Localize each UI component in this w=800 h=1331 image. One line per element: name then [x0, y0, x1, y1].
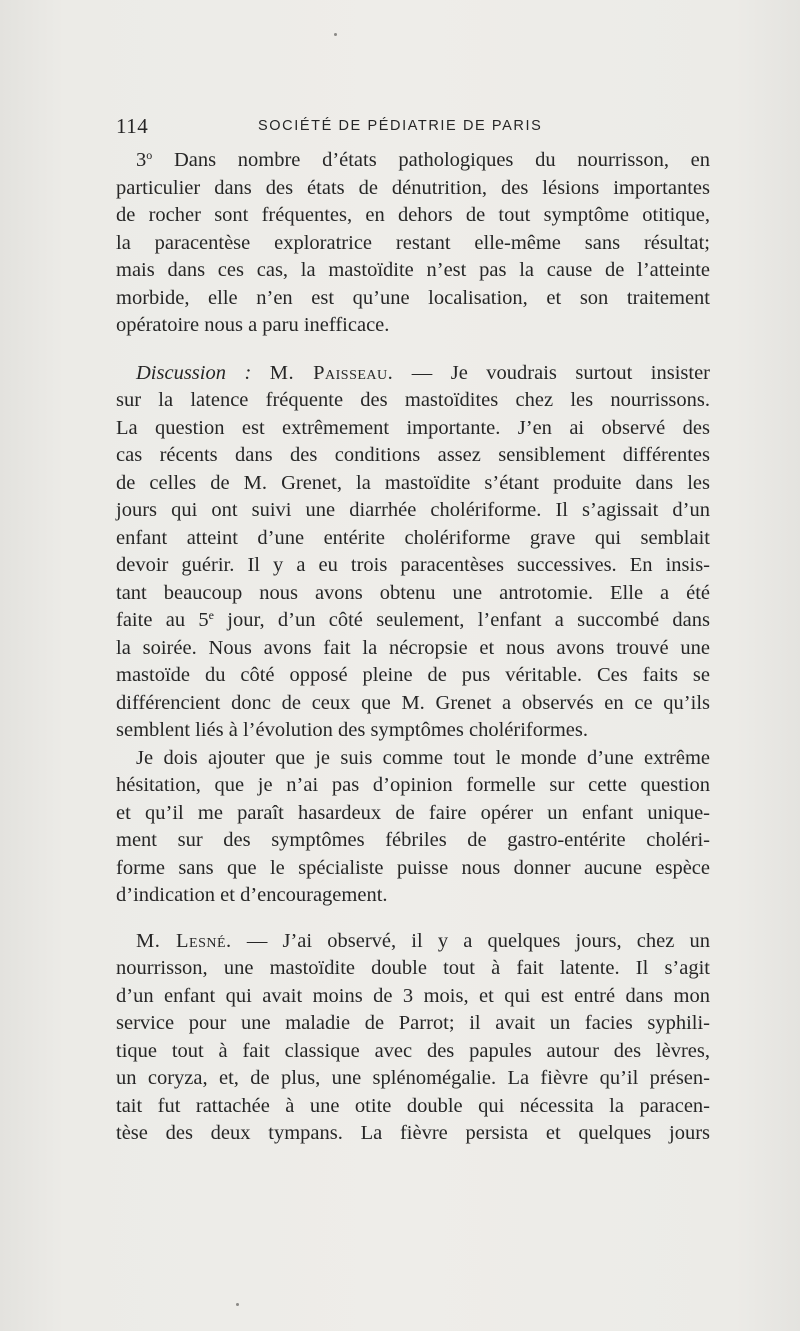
text-line: La question est extrêmement importante. J’en ai observé des	[116, 416, 710, 439]
text-line: mastoïde du côté opposé pleine de pus véritable. Ces faits se	[116, 664, 710, 686]
text-line: la paracentèse exploratrice restant elle-même sans résultat;	[116, 231, 710, 254]
paragraph-lesne	[116, 928, 710, 1148]
text-line: Discussion : M. Paisseau. — Je voudrais surtout insister	[136, 361, 711, 384]
text-line: de rocher sont fréquentes, en dehors de tout symptôme otitique,	[116, 204, 710, 226]
text-line: différencient donc de ceux que M. Grenet a observés en ce qu’ils	[116, 691, 710, 714]
text-line: tait fut rattachée à une otite double qui nécessita la paracen-	[116, 1094, 710, 1117]
text-line: Je dois ajouter que je suis comme tout le monde d’une extrême	[136, 746, 710, 769]
ordinal-superscript: o	[146, 148, 153, 162]
text-line: enfant atteint d’une entérite cholériforme grave qui semblait	[116, 526, 710, 549]
text-line: et qu’il me paraît hasardeux de faire opérer un enfant unique-	[116, 801, 710, 824]
paper-speck	[334, 33, 337, 36]
paragraph-discussion-paisseau	[116, 360, 710, 745]
page-header	[116, 114, 710, 140]
text-line: devoir guérir. Il y a eu trois paracentèses successives. En insis-	[116, 554, 710, 576]
item-number: 3	[136, 149, 147, 171]
paragraph-gap	[116, 910, 710, 928]
text-line: mais dans ces cas, la mastoïdite n’est pas la cause de l’atteinte	[116, 259, 710, 281]
text-line: jours qui ont suivi une diarrhée cholériforme. Il s’agissait d’un	[116, 499, 710, 521]
text-line: hésitation, que je n’ai pas d’opinion formelle sur cette question	[116, 774, 710, 796]
text-line: un coryza, et, de plus, une splénomégalie. La fièvre qu’il présen-	[116, 1067, 710, 1089]
ordinal-superscript: e	[208, 608, 214, 622]
page-number: 114	[116, 114, 149, 138]
paragraph-gap	[116, 340, 710, 360]
paragraph-conclusion-3	[116, 147, 710, 340]
running-title: SOCIÉTÉ DE PÉDIATRIE DE PARIS	[258, 118, 543, 134]
text-line: d’indication et d’encouragement.	[116, 884, 388, 906]
text-line: service pour une maladie de Parrot; il avait un facies syphili-	[116, 1012, 710, 1034]
text-line: M. Lesné. — J’ai observé, il y a quelques jours, chez un	[136, 929, 711, 952]
text-line: tèse des deux tympans. La fièvre persista et quelques jours	[116, 1122, 710, 1144]
paper-speck	[236, 1303, 239, 1306]
page-body	[116, 147, 710, 1148]
text-line: tique tout à fait classique avec des papules autour des lèvres,	[116, 1039, 710, 1062]
text-line: semblent liés à l’évolution des symptômes cholériformes.	[116, 719, 588, 741]
speaker-name: M. Lesné.	[136, 929, 232, 952]
speaker-name: M. Paisseau.	[269, 361, 394, 384]
paragraph-hesitation	[116, 745, 710, 910]
text-line: 3$^o$ Dans nombre d’états pathologiques du nourrisson, en	[136, 148, 710, 171]
text-line: nourrisson, une mastoïdite double tout à fait latente. Il s’agit	[116, 957, 710, 979]
text-line: faite au 5e jour, d’un côté seulement, l’enfant a succombé dans	[116, 608, 711, 631]
text-line: tant beaucoup nous avons obtenu une antrotomie. Elle a été	[116, 581, 710, 604]
text-line: forme sans que le spécialiste puisse nous donner aucune espèce	[116, 856, 710, 879]
text-line: opératoire nous a paru inefficace.	[116, 314, 390, 336]
text-line: particulier dans des états de dénutrition, des lésions importantes	[116, 176, 710, 199]
text-line: morbide, elle n’en est qu’une localisation, et son traitement	[116, 286, 710, 309]
text-line: de celles de M. Grenet, la mastoïdite s’étant produite dans les	[116, 471, 710, 494]
text-line: ment sur des symptômes fébriles de gastro-entérite choléri-	[116, 829, 710, 851]
text-line: d’un enfant qui avait moins de 3 mois, et qui est entré dans mon	[116, 984, 710, 1007]
discussion-label: Discussion :	[136, 361, 252, 384]
text-line: sur la latence fréquente des mastoïdites chez les nourrissons.	[116, 389, 710, 411]
text-line: cas récents dans des conditions assez sensiblement différentes	[116, 444, 710, 466]
text-line: la soirée. Nous avons fait la nécropsie et nous avons trouvé une	[116, 636, 710, 659]
